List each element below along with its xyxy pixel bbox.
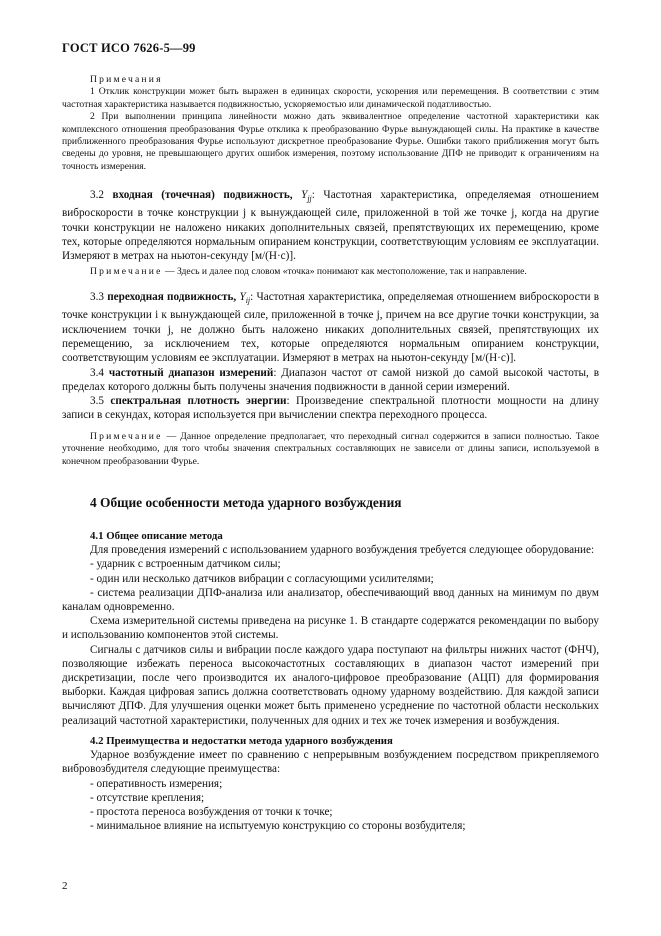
definition-3-4 <box>62 366 599 394</box>
page-header: ГОСТ ИСО 7626-5—99 <box>62 41 196 55</box>
definition-3-5 <box>62 394 599 422</box>
paragraph: Схема измерительной системы приведена на рисунке 1. В стандарте содержатся рекомендации по выбору и использованию компонентов этой системы. <box>62 615 599 642</box>
notes-block <box>62 74 599 173</box>
note-label: Примечание <box>90 431 163 442</box>
note-text: — Здесь и далее под словом «точка» понимают как местоположение, так и направление. <box>162 266 527 277</box>
clause-number: 3.3 <box>90 291 104 303</box>
subsection-4-1 <box>62 529 599 728</box>
term: переходная подвижность, <box>107 291 237 303</box>
note-point <box>62 266 599 278</box>
clause-number: 3.2 <box>90 189 104 201</box>
section-heading: 4 Общие особенности метода ударного возбуждения <box>90 495 402 510</box>
definition-text: : Частотная характеристика, определяемая отношением виброскорости в точке конструкции j к вынуждающей силе, приложенной в той же точке j, когда на другие точки конструкции не наложено никаких дополнительных связей, препятствующих их перемещению, кроме тех, которые определяются нормальным опиранием конструкции, соответствующим условиям ее эксплуатации. Измеряют в метрах на ньютон-секунду [м/(Н·с)]. <box>62 189 599 263</box>
note-1: 1 Отклик конструкции может быть выражен в единицах скорости, ускорения или перемещения. В соответствии с этим частотная характеристика называется подвижностью, ускоряемостью или динамической податливостью. <box>62 86 599 110</box>
subsection-4-2 <box>62 734 599 833</box>
paragraph: Для проведения измерений с использованием ударного возбуждения требуется следующее оборудование: <box>90 544 595 557</box>
subsection-title: 4.1 Общее описание метода <box>90 530 223 542</box>
list-item: - простота переноса возбуждения от точки к точке; <box>90 806 333 819</box>
notes-title: Примечания <box>90 74 163 85</box>
paragraph: Сигналы с датчиков силы и вибрации после каждого удара поступают на фильтры нижних частот (ФНЧ), позволяющие избежать переноса высокочастотных составляющих в диапазон частот измерений при дискретизации, после чего производится их аналого-цифровое преобразование (АЦП) для формирования выборки. Каждая цифровая запись должна соответствовать одному ударному воздействию. Для каждой записи вычисляют ДПФ. Для улучшения оценки может быть применено усреднение по частотной области нескольких реализаций частотной характеристики, полученных для одних и тех же точек измерения и возбуждения. <box>62 643 599 727</box>
definition-text: : Произведение спектральной плотности мощности на длину записи в секундах, которая используется при вычислении спектра переходного процесса. <box>62 395 599 422</box>
term: частотный диапазон измерений <box>108 367 274 379</box>
list-item: - ударник с встроенным датчиком силы; <box>90 558 281 571</box>
subsection-title: 4.2 Преимущества и недостатки метода ударного возбуждения <box>90 735 393 747</box>
term: входная (точечная) подвижность, <box>112 189 293 201</box>
list-item: - минимальное влияние на испытуемую конструкцию со стороны возбудителя; <box>90 820 466 833</box>
term: спектральная плотность энергии <box>110 395 287 407</box>
clause-number: 3.4 <box>90 367 104 379</box>
list-item: - один или несколько датчиков вибрации с согласующими усилителями; <box>90 572 434 585</box>
list-item: - отсутствие крепления; <box>90 791 205 804</box>
note-label: Примечание <box>90 266 163 277</box>
note-definition <box>62 431 599 468</box>
definition-3-2 <box>62 188 599 263</box>
definition-text: : Частотная характеристика, определяемая отношением виброскорости в точке конструкции i к вынуждающей силе, приложенной в точке j, причем на все другие точки конструкции, за исключением точки j, не должно быть наложено никаких дополнительных связей, препятствующих их перемещению, за исключением тех, которые определяются нормальным опиранием конструкции, соответствующим условиям ее эксплуатации. Измеряют в метрах на ньютон-секунду [м/(Н·с)]. <box>62 291 600 365</box>
definition-3-3 <box>62 290 599 365</box>
page-number: 2 <box>62 880 68 892</box>
note-2: 2 При выполнении принципа линейности можно дать эквивалентное определение частотной характеристики как комплексного отношения преобразования Фурье отклика к преобразованию Фурье вынуждающей силы. На практике в качестве приближенного преобразования Фурье используют дискретное преобразование Фурье. Ошибки такого приближения могут быть сведены до уровня, не превышающего других ошибок измерения, поэтому использование ДПФ не приводит к ограничениям на точность измерения. <box>62 111 599 172</box>
symbol: $Y_{ij}$ <box>239 291 251 306</box>
definition-text: : Диапазон частот от самой низкой до самой высокой частоты, в пределах которого должны быть получены значения подвижности в данной серии измерений. <box>62 367 599 394</box>
paragraph: Ударное возбуждение имеет по сравнению с непрерывным возбуждением посредством прикрепляемого вибровозбудителя следующие преимущества: <box>62 749 599 776</box>
note-text: — Данное определение предполагает, что переходный сигнал содержится в записи полностью. Такое уточнение необходимо, для того чтобы значения спектральных составляющих не зависели от длины записи, используемой в конечном преобразовании Фурье. <box>62 431 599 467</box>
list-item: - оперативность измерения; <box>90 777 223 790</box>
clause-number: 3.5 <box>90 395 104 407</box>
symbol: $Y_{jj}$ <box>301 189 312 204</box>
list-item: - система реализации ДПФ-анализа или анализатор, обеспечивающий ввод данных на минимум по двум каналам одновременно. <box>62 586 599 614</box>
